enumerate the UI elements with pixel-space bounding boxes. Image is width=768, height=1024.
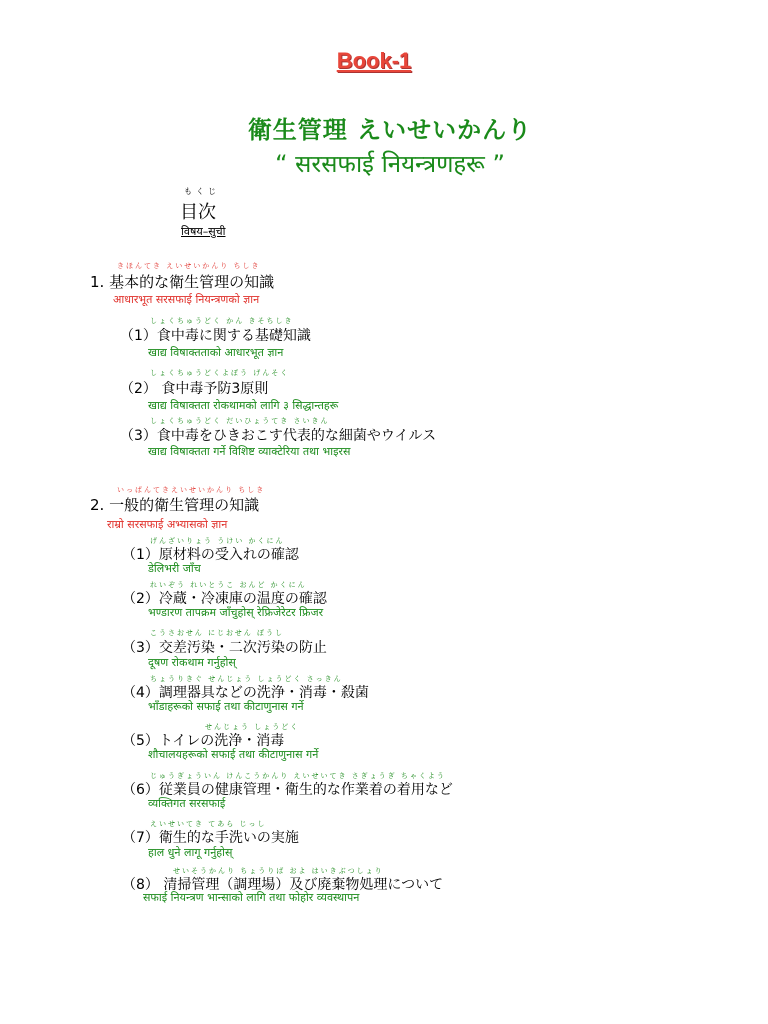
item-ruby: じゅうぎょういん けんこうかんり えいせいてき さぎょうぎ ちゃくよう (150, 772, 446, 780)
item-nepali: भण्डारण तापक्रम जाँचुहोस् रेफ्रिजेरेटर फ्रिजर (148, 606, 324, 619)
item-title: （2） 食中毒予防3原則 (120, 381, 269, 397)
item-ruby: しょくちゅうどくよぼう げんそく (150, 369, 290, 377)
section-title: 1. 基本的な衛生管理の知識 (90, 273, 275, 291)
item-title: （4）調理器具などの洗浄・消毒・殺菌 (122, 685, 369, 701)
section-nepali: राम्रो सरसफाई अभ्यासको ज्ञान (107, 518, 228, 531)
item-ruby: げんざいりょう うけい かくにん (150, 537, 285, 545)
item-title: （8） 清掃管理（調理場）及び廃棄物処理について (122, 877, 444, 893)
title-nepali: “ सरसफाई नियन्त्रणहरू ” (275, 150, 505, 178)
item-title: （5）トイレの洗浄・消毒 (122, 733, 285, 749)
item-nepali: शौचालयहरूको सफाई तथा कीटाणुनास गर्ने (148, 748, 319, 761)
toc-ruby: もくじ (184, 187, 220, 196)
item-title: （2）冷蔵・冷凍庫の温度の確認 (122, 591, 327, 607)
item-ruby: れいぞう れいとうこ おんど かくにん (150, 581, 307, 589)
item-title: （7）衛生的な手洗いの実施 (122, 830, 299, 846)
item-nepali: व्यक्तिगत सरसफाई (148, 797, 226, 810)
item-ruby: こうさおせん にじおせん ぼうし (150, 629, 285, 637)
item-nepali: हाल धुने लागू गर्नुहोस् (148, 846, 233, 859)
item-ruby: えいせいてき てあら じっし (150, 820, 267, 828)
item-title: （3）交差汚染・二次汚染の防止 (122, 640, 327, 656)
item-nepali: सफाई नियन्त्रण भान्साको लागि तथा फोहोर व्यवस्थापन (143, 891, 360, 904)
item-title: （1）食中毒に関する基礎知識 (120, 328, 311, 344)
item-title: （3）食中毒をひきおこす代表的な細菌やウイルス (120, 428, 437, 444)
item-title: （6）従業員の健康管理・衛生的な作業着の着用など (122, 782, 453, 798)
title-japanese: 衛生管理 えいせいかんり (247, 116, 533, 144)
item-ruby: しょくちゅうどく だいひょうてき さいきん (150, 417, 330, 425)
item-nepali: भाँडाहरूको सफाई तथा कीटाणुनास गर्ने (148, 700, 304, 713)
item-nepali: डेलिभरी जाँच (148, 562, 201, 575)
section-title: 2. 一般的衛生管理の知識 (90, 496, 260, 514)
book-label: Book-1 (336, 48, 412, 73)
item-nepali: दूषण रोकथाम गर्नुहोस् (148, 656, 236, 669)
section-ruby: きほんてき えいせいかんり ちしき (117, 262, 261, 270)
item-ruby: ちょうりきぐ せんじょう しょうどく さっきん (150, 675, 343, 683)
section-nepali: आधारभूत सरसफाई नियन्त्रणको ज्ञान (113, 293, 260, 306)
section-ruby: いっぱんてきえいせいかんり ちしき (117, 486, 266, 494)
item-ruby: せいそうかんり ちょうりば およ はいきぶつしょり (173, 867, 384, 875)
item-ruby: せんじょう しょうどく (205, 723, 300, 731)
item-nepali: खाद्य विषाक्तताको आधारभूत ज्ञान (148, 346, 284, 359)
toc-heading: 目次 (180, 202, 216, 223)
item-nepali: खाद्य विषाक्तता रोकथामको लागि ३ सिद्धान्तहरू (148, 399, 339, 412)
item-ruby: しょくちゅうどく かん きそちしき (150, 317, 294, 325)
item-nepali: खाद्य विषाक्तता गर्ने विशिष्ट व्याक्टेरिया तथा भाइरस (148, 445, 351, 458)
toc-subheading: विषय–सुची (181, 225, 226, 238)
item-title: （1）原材料の受入れの確認 (122, 547, 299, 563)
